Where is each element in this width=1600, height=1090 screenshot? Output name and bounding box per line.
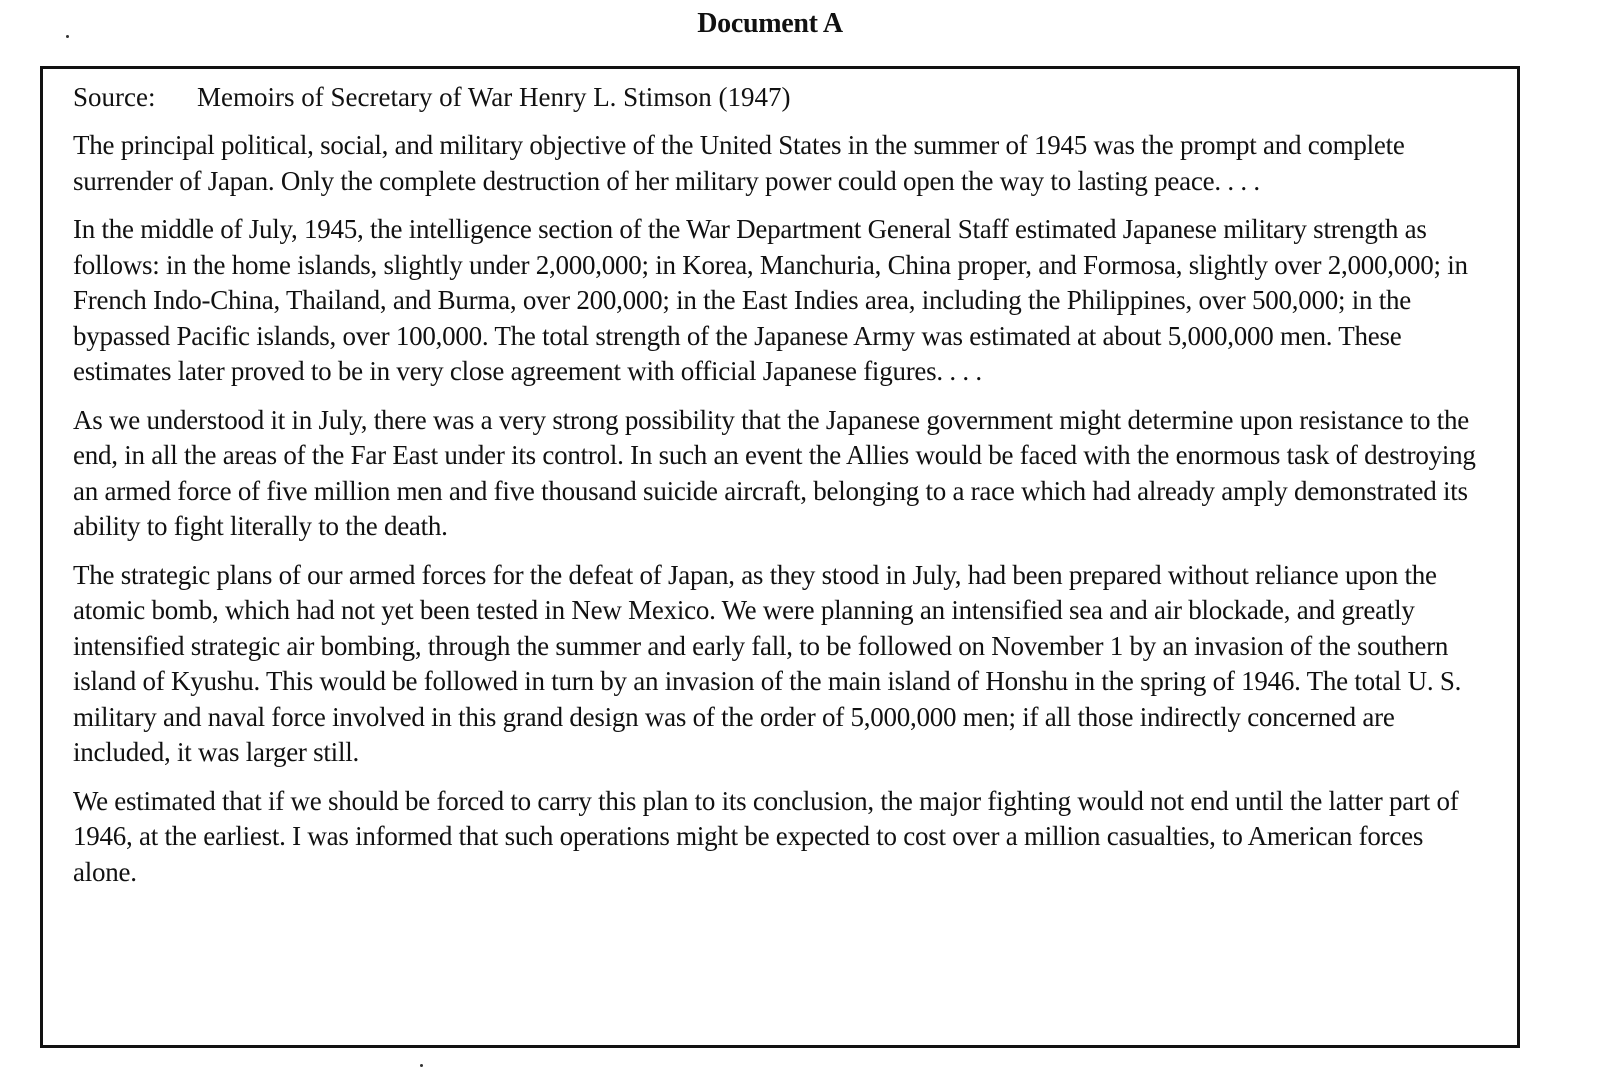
- paragraph-resistance: As we understood it in July, there was a very strong possibility that the Japanese government might determine upon resistance to the end, in all the areas of the Far East under its control. In such an event the Allies would be faced with the enormous task of destroying an armed force of five million men and five thousand suicide aircraft, belonging to a race which had already amply demonstrated its ability to fight literally to the death.: [73, 404, 1476, 541]
- source-label: Source:: [73, 82, 156, 112]
- scan-speck: [420, 1064, 423, 1067]
- paragraph-objective: The principal political, social, and military objective of the United States in the summer of 1945 was the prompt and complete surrender of Japan. Only the complete destruction of her military power could open the way to lasting peace. . . .: [73, 130, 1405, 196]
- paragraph-strategic-plans: The strategic plans of our armed forces for the defeat of Japan, as they stood in July, had been prepared without reliance upon the atomic bomb, which had not yet been tested in New Mexico. We were planning an intensified sea and air blockade, and greatly intensified strategic air bombing, through the summer and early fall, to be followed on November 1 by an invasion of the southern island of Kyushu. This would be followed in turn by an invasion of the main island of Honshu in the spring of 1946. The total U. S. military and naval force involved in this grand design was of the order of 5,000,000 men; if all those indirectly concerned are included, it was larger still.: [73, 559, 1462, 767]
- paragraph-casualty-estimate: We estimated that if we should be forced to carry this plan to its conclusion, the major fighting would not end until the latter part of 1946, at the earliest. I was informed that such operations might be expected to cost over a million casualties, to American forces alone.: [73, 785, 1459, 887]
- paragraph-military-strength: In the middle of July, 1945, the intelligence section of the War Department General Staff estimated Japanese military strength as follows: in the home islands, slightly under 2,000,000; in Korea, Manchuria, China proper, and Formosa, slightly over 2,000,000; in French Indo-China, Thailand, and Burma, over 200,000; in the East Indies area, including the Philippines, over 500,000; in the bypassed Pacific islands, over 100,000. The total strength of the Japanese Army was estimated at about 5,000,000 men. These estimates later proved to be in very close agreement with official Japanese figures. . . .: [73, 214, 1468, 386]
- scan-speck: [66, 35, 69, 38]
- document-box: [40, 66, 1520, 1048]
- source-line: [73, 81, 1487, 114]
- source-text: Memoirs of Secretary of War Henry L. Stimson (1947): [197, 82, 791, 112]
- page-title: Document A: [697, 8, 843, 39]
